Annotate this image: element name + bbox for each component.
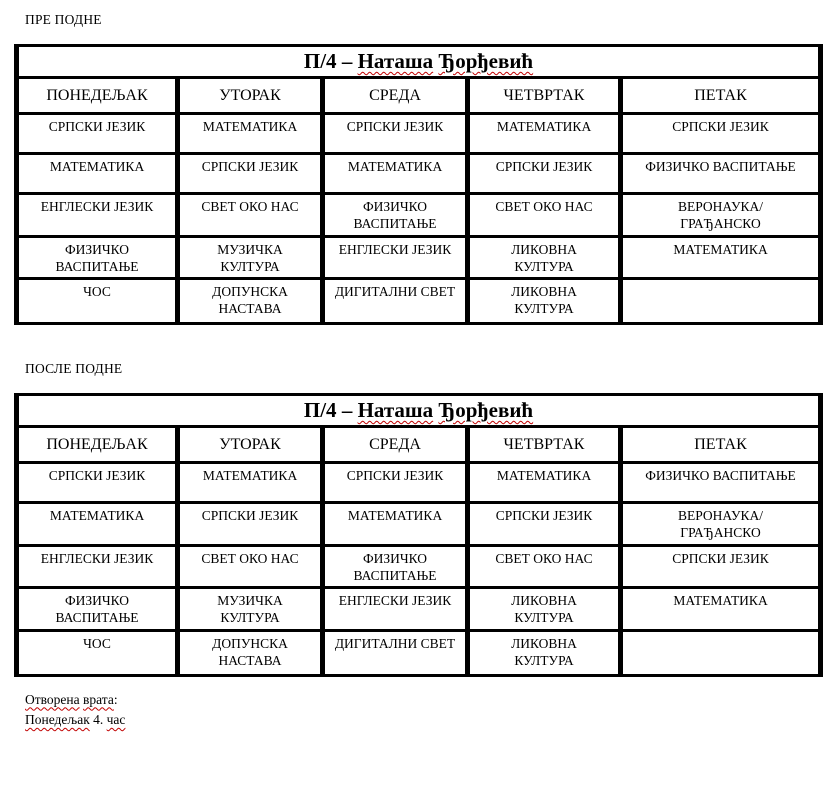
morning-section-label: ПРЕ ПОДНЕ bbox=[25, 12, 102, 27]
table-cell: СВЕТ ОКО НАС bbox=[468, 545, 621, 588]
table-cell: ФИЗИЧКО ВАСПИТАЊЕ bbox=[621, 154, 821, 194]
table-cell: СРПСКИ ЈЕЗИК bbox=[468, 503, 621, 546]
lesson-row-1 bbox=[17, 463, 821, 503]
table-cell: СРПСКИ ЈЕЗИК bbox=[621, 545, 821, 588]
lesson-row-2 bbox=[17, 154, 821, 194]
table-cell: ДИГИТАЛНИ СВЕТ bbox=[323, 630, 468, 675]
table-cell: МАТЕМАТИКА bbox=[468, 114, 621, 154]
class-label: П/4 bbox=[303, 398, 337, 423]
footer-word: Отворена bbox=[25, 691, 80, 707]
class-label: П/4 bbox=[303, 49, 337, 73]
table-cell: ЕНГЛЕСКИ ЈЕЗИК bbox=[323, 236, 468, 279]
table-cell: МАТЕМАТИКА bbox=[323, 154, 468, 194]
day-header-tuesday: УТОРАК bbox=[178, 427, 323, 463]
footer-line-schedule bbox=[25, 710, 831, 730]
teacher-first-name: Наташа bbox=[357, 398, 434, 423]
day-header-friday: ПЕТАК bbox=[621, 427, 821, 463]
lesson-row-5 bbox=[17, 279, 821, 324]
day-header-wednesday: СРЕДА bbox=[323, 427, 468, 463]
table-cell: СРПСКИ ЈЕЗИК bbox=[323, 463, 468, 503]
table-cell: ЛИКОВНА КУЛТУРА bbox=[468, 630, 621, 675]
table-cell: ФИЗИЧКО ВАСПИТАЊЕ bbox=[17, 236, 178, 279]
table-cell: СВЕТ ОКО НАС bbox=[178, 545, 323, 588]
table-cell: ДИГИТАЛНИ СВЕТ bbox=[323, 279, 468, 324]
title-row bbox=[17, 395, 821, 427]
table-title bbox=[17, 46, 821, 78]
table-cell: СРПСКИ ЈЕЗИК bbox=[17, 463, 178, 503]
table-cell: ДОПУНСКА НАСТАВА bbox=[178, 279, 323, 324]
teacher-last-name: Ђорђевић bbox=[438, 49, 534, 73]
footer-word: час bbox=[106, 711, 126, 727]
table-cell bbox=[621, 279, 821, 324]
day-header-wednesday: СРЕДА bbox=[323, 78, 468, 114]
table-cell: МАТЕМАТИКА bbox=[178, 463, 323, 503]
table-cell: МУЗИЧКА КУЛТУРА bbox=[178, 588, 323, 631]
title-separator: – bbox=[336, 49, 358, 73]
table-cell: ЛИКОВНА КУЛТУРА bbox=[468, 279, 621, 324]
table-cell: СВЕТ ОКО НАС bbox=[178, 194, 323, 237]
table-cell: ФИЗИЧКО ВАСПИТАЊЕ bbox=[323, 545, 468, 588]
day-header-friday: ПЕТАК bbox=[621, 78, 821, 114]
lesson-row-2 bbox=[17, 503, 821, 546]
table-cell: СРПСКИ ЈЕЗИК bbox=[323, 114, 468, 154]
table-cell: МАТЕМАТИКА bbox=[178, 114, 323, 154]
title-separator: – bbox=[336, 398, 358, 423]
lesson-row-1 bbox=[17, 114, 821, 154]
lesson-row-3 bbox=[17, 194, 821, 237]
timetable-afternoon bbox=[14, 393, 823, 677]
table-cell: ЕНГЛЕСКИ ЈЕЗИК bbox=[17, 194, 178, 237]
table-cell: ФИЗИЧКО ВАСПИТАЊЕ bbox=[621, 463, 821, 503]
table-cell: СРПСКИ ЈЕЗИК bbox=[621, 114, 821, 154]
table-cell: ЕНГЛЕСКИ ЈЕЗИК bbox=[17, 545, 178, 588]
lesson-row-4 bbox=[17, 588, 821, 631]
table-cell: ФИЗИЧКО ВАСПИТАЊЕ bbox=[323, 194, 468, 237]
table-cell: СРПСКИ ЈЕЗИК bbox=[178, 503, 323, 546]
table-cell: МАТЕМАТИКА bbox=[468, 463, 621, 503]
lesson-row-3 bbox=[17, 545, 821, 588]
table-cell: СРПСКИ ЈЕЗИК bbox=[178, 154, 323, 194]
table-cell: МУЗИЧКА КУЛТУРА bbox=[178, 236, 323, 279]
table-cell: СРПСКИ ЈЕЗИК bbox=[17, 114, 178, 154]
day-header-thursday: ЧЕТВРТАК bbox=[468, 427, 621, 463]
day-header-thursday: ЧЕТВРТАК bbox=[468, 78, 621, 114]
table-cell: МАТЕМАТИКА bbox=[323, 503, 468, 546]
table-cell: ФИЗИЧКО ВАСПИТАЊЕ bbox=[17, 588, 178, 631]
day-header-monday: ПОНЕДЕЉАК bbox=[17, 427, 178, 463]
table-title bbox=[17, 395, 821, 427]
day-header-row bbox=[17, 78, 821, 114]
table-cell: ЛИКОВНА КУЛТУРА bbox=[468, 588, 621, 631]
table-cell: МАТЕМАТИКА bbox=[621, 588, 821, 631]
table-cell: ЧОС bbox=[17, 279, 178, 324]
footer-colon: : bbox=[113, 691, 118, 707]
table-cell: ЕНГЛЕСКИ ЈЕЗИК bbox=[323, 588, 468, 631]
table-cell bbox=[621, 630, 821, 675]
table-cell: СВЕТ ОКО НАС bbox=[468, 194, 621, 237]
table-cell: МАТЕМАТИКА bbox=[621, 236, 821, 279]
footer-note bbox=[25, 690, 831, 731]
afternoon-section-label: ПОСЛЕ ПОДНЕ bbox=[25, 361, 123, 377]
day-header-monday: ПОНЕДЕЉАК bbox=[17, 78, 178, 114]
footer-word: врата bbox=[83, 691, 114, 707]
title-row bbox=[17, 46, 821, 78]
table-cell: ЧОС bbox=[17, 630, 178, 675]
lesson-row-4 bbox=[17, 236, 821, 279]
lesson-row-5 bbox=[17, 630, 821, 675]
timetable-morning bbox=[14, 44, 823, 325]
teacher-last-name: Ђорђевић bbox=[438, 398, 534, 423]
footer-number: 4. bbox=[93, 711, 104, 727]
table-cell: ЛИКОВНА КУЛТУРА bbox=[468, 236, 621, 279]
table-cell: ВЕРОНАУКА/ ГРАЂАНСКО bbox=[621, 503, 821, 546]
table-cell: ВЕРОНАУКА/ ГРАЂАНСКО bbox=[621, 194, 821, 237]
day-header-row bbox=[17, 427, 821, 463]
footer-word: Понедељак bbox=[25, 711, 90, 727]
day-header-tuesday: УТОРАК bbox=[178, 78, 323, 114]
table-cell: ДОПУНСКА НАСТАВА bbox=[178, 630, 323, 675]
table-cell: СРПСКИ ЈЕЗИК bbox=[468, 154, 621, 194]
teacher-first-name: Наташа bbox=[357, 49, 434, 73]
footer-line-open-door bbox=[25, 690, 831, 710]
table-cell: МАТЕМАТИКА bbox=[17, 154, 178, 194]
table-cell: МАТЕМАТИКА bbox=[17, 503, 178, 546]
